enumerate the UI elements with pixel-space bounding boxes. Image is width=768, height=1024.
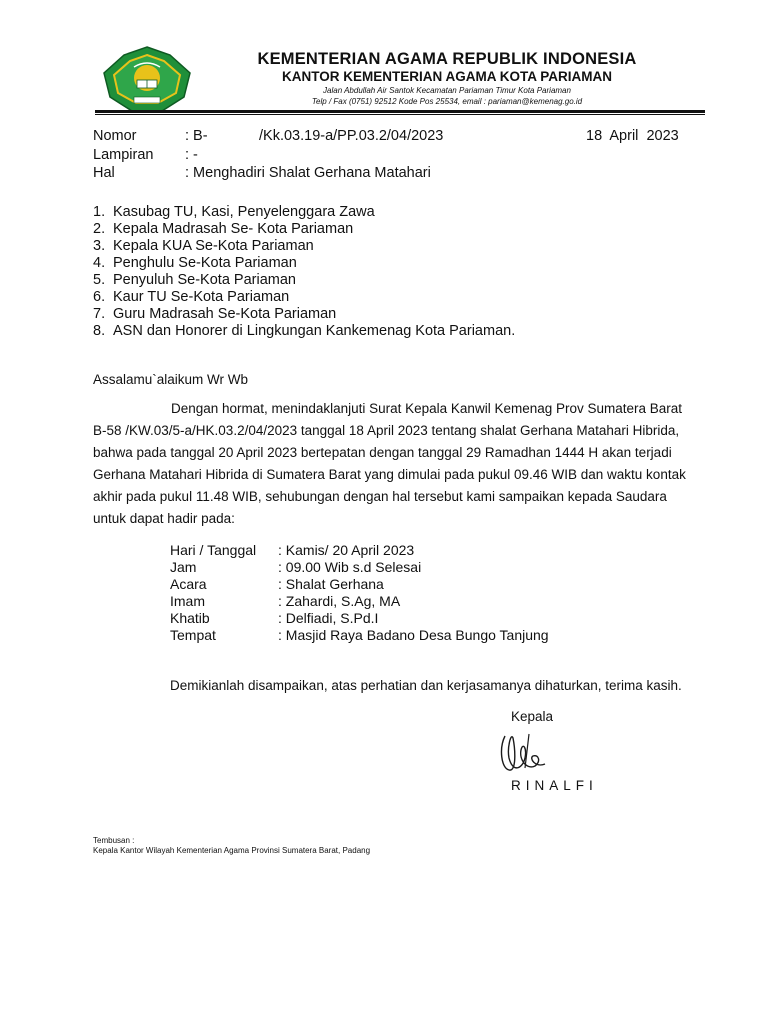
body-line: Dengan hormat, menindaklanjuti Surat Kepala Kanwil Kemenag Prov Sumatera Barat (171, 401, 683, 416)
letterhead-address: Jalan Abdullah Air Santok Kecamatan Pariaman Timur Kota Pariaman (323, 86, 571, 95)
nomor-label: Nomor (93, 128, 137, 144)
detail-row: Jam : 09.00 Wib s.d Selesai (170, 559, 422, 575)
body-line: Gerhana Matahari Hibrida di Sumatera Barat yang dimulai pada pukul 09.46 WIB dan waktu kontak (93, 467, 686, 482)
greeting: Assalamu`alaikum Wr Wb (93, 372, 249, 387)
body-line: B-58 /KW.03/5-a/HK.03.2/04/2023 tanggal 18 April 2023 tentang shalat Gerhana Matahari Hibrida, (93, 423, 680, 438)
tembusan-item: Kepala Kantor Wilayah Kementerian Agama Provinsi Sumatera Barat, Padang (93, 846, 371, 855)
list-item: 5. Penyuluh Se-Kota Pariaman (93, 272, 296, 288)
recipient-list (93, 204, 515, 340)
signature-scribble (495, 728, 555, 780)
hal-label: Hal (93, 165, 115, 181)
letterhead-contact: Telp / Fax (0751) 92512 Kode Pos 25534, email : pariaman@kemenag.go.id (311, 97, 583, 106)
body-line: bahwa pada tanggal 20 April 2023 bertepatan dengan tanggal 29 Ramadhan 1444 H akan terjadi (93, 445, 672, 460)
event-details (170, 542, 549, 644)
list-item: 2. Kepala Madrasah Se- Kota Pariaman (93, 221, 354, 237)
body-paragraph (93, 398, 705, 530)
detail-row: Hari / Tanggal : Kamis/ 20 April 2023 (170, 542, 415, 558)
list-item: 3. Kepala KUA Se-Kota Pariaman (93, 238, 314, 254)
letter-date: 18 April 2023 (586, 128, 679, 144)
lampiran-label: Lampiran (93, 147, 154, 163)
nomor-value: /Kk.03.19-a/PP.03.2/04/2023 (259, 128, 444, 144)
detail-row: Tempat : Masjid Raya Badano Desa Bungo Tanjung (170, 627, 549, 643)
body-line: akhir pada pukul 11.48 WIB, sehubungan dengan hal tersebut kami sampaikan kepada Saudara (93, 489, 667, 504)
letterhead-office: KANTOR KEMENTERIAN AGAMA KOTA PARIAMAN (282, 69, 612, 84)
closing-text: Demikianlah disampaikan, atas perhatian dan kerjasamanya dihaturkan, terima kasih. (170, 678, 682, 693)
header-rule-thick (95, 110, 705, 113)
list-item: 6. Kaur TU Se-Kota Pariaman (93, 289, 290, 305)
signatory-name: RINALFI (511, 778, 598, 793)
list-item: 4. Penghulu Se-Kota Pariaman (93, 255, 297, 271)
detail-row: Khatib : Delfiadi, S.Pd.I (170, 610, 379, 626)
lampiran-value: : - (185, 147, 198, 163)
list-item: 8. ASN dan Honorer di Lingkungan Kankemenag Kota Pariaman. (93, 323, 516, 339)
header-rule-thin (95, 114, 705, 115)
tembusan-label: Tembusan : (93, 836, 135, 845)
detail-row: Imam : Zahardi, S.Ag, MA (170, 593, 401, 609)
hal-value: : Menghadiri Shalat Gerhana Matahari (185, 165, 431, 181)
list-item: 7. Guru Madrasah Se-Kota Pariaman (93, 306, 337, 322)
list-item: 1. Kasubag TU, Kasi, Penyelenggara Zawa (93, 204, 375, 220)
nomor-prefix: : B- (185, 128, 208, 144)
signatory-title: Kepala (511, 709, 554, 724)
body-line: untuk dapat hadir pada: (93, 511, 235, 526)
letterhead-title: KEMENTERIAN AGAMA REPUBLIK INDONESIA (257, 50, 637, 68)
detail-row: Acara : Shalat Gerhana (170, 576, 384, 592)
ministry-logo (100, 45, 194, 115)
